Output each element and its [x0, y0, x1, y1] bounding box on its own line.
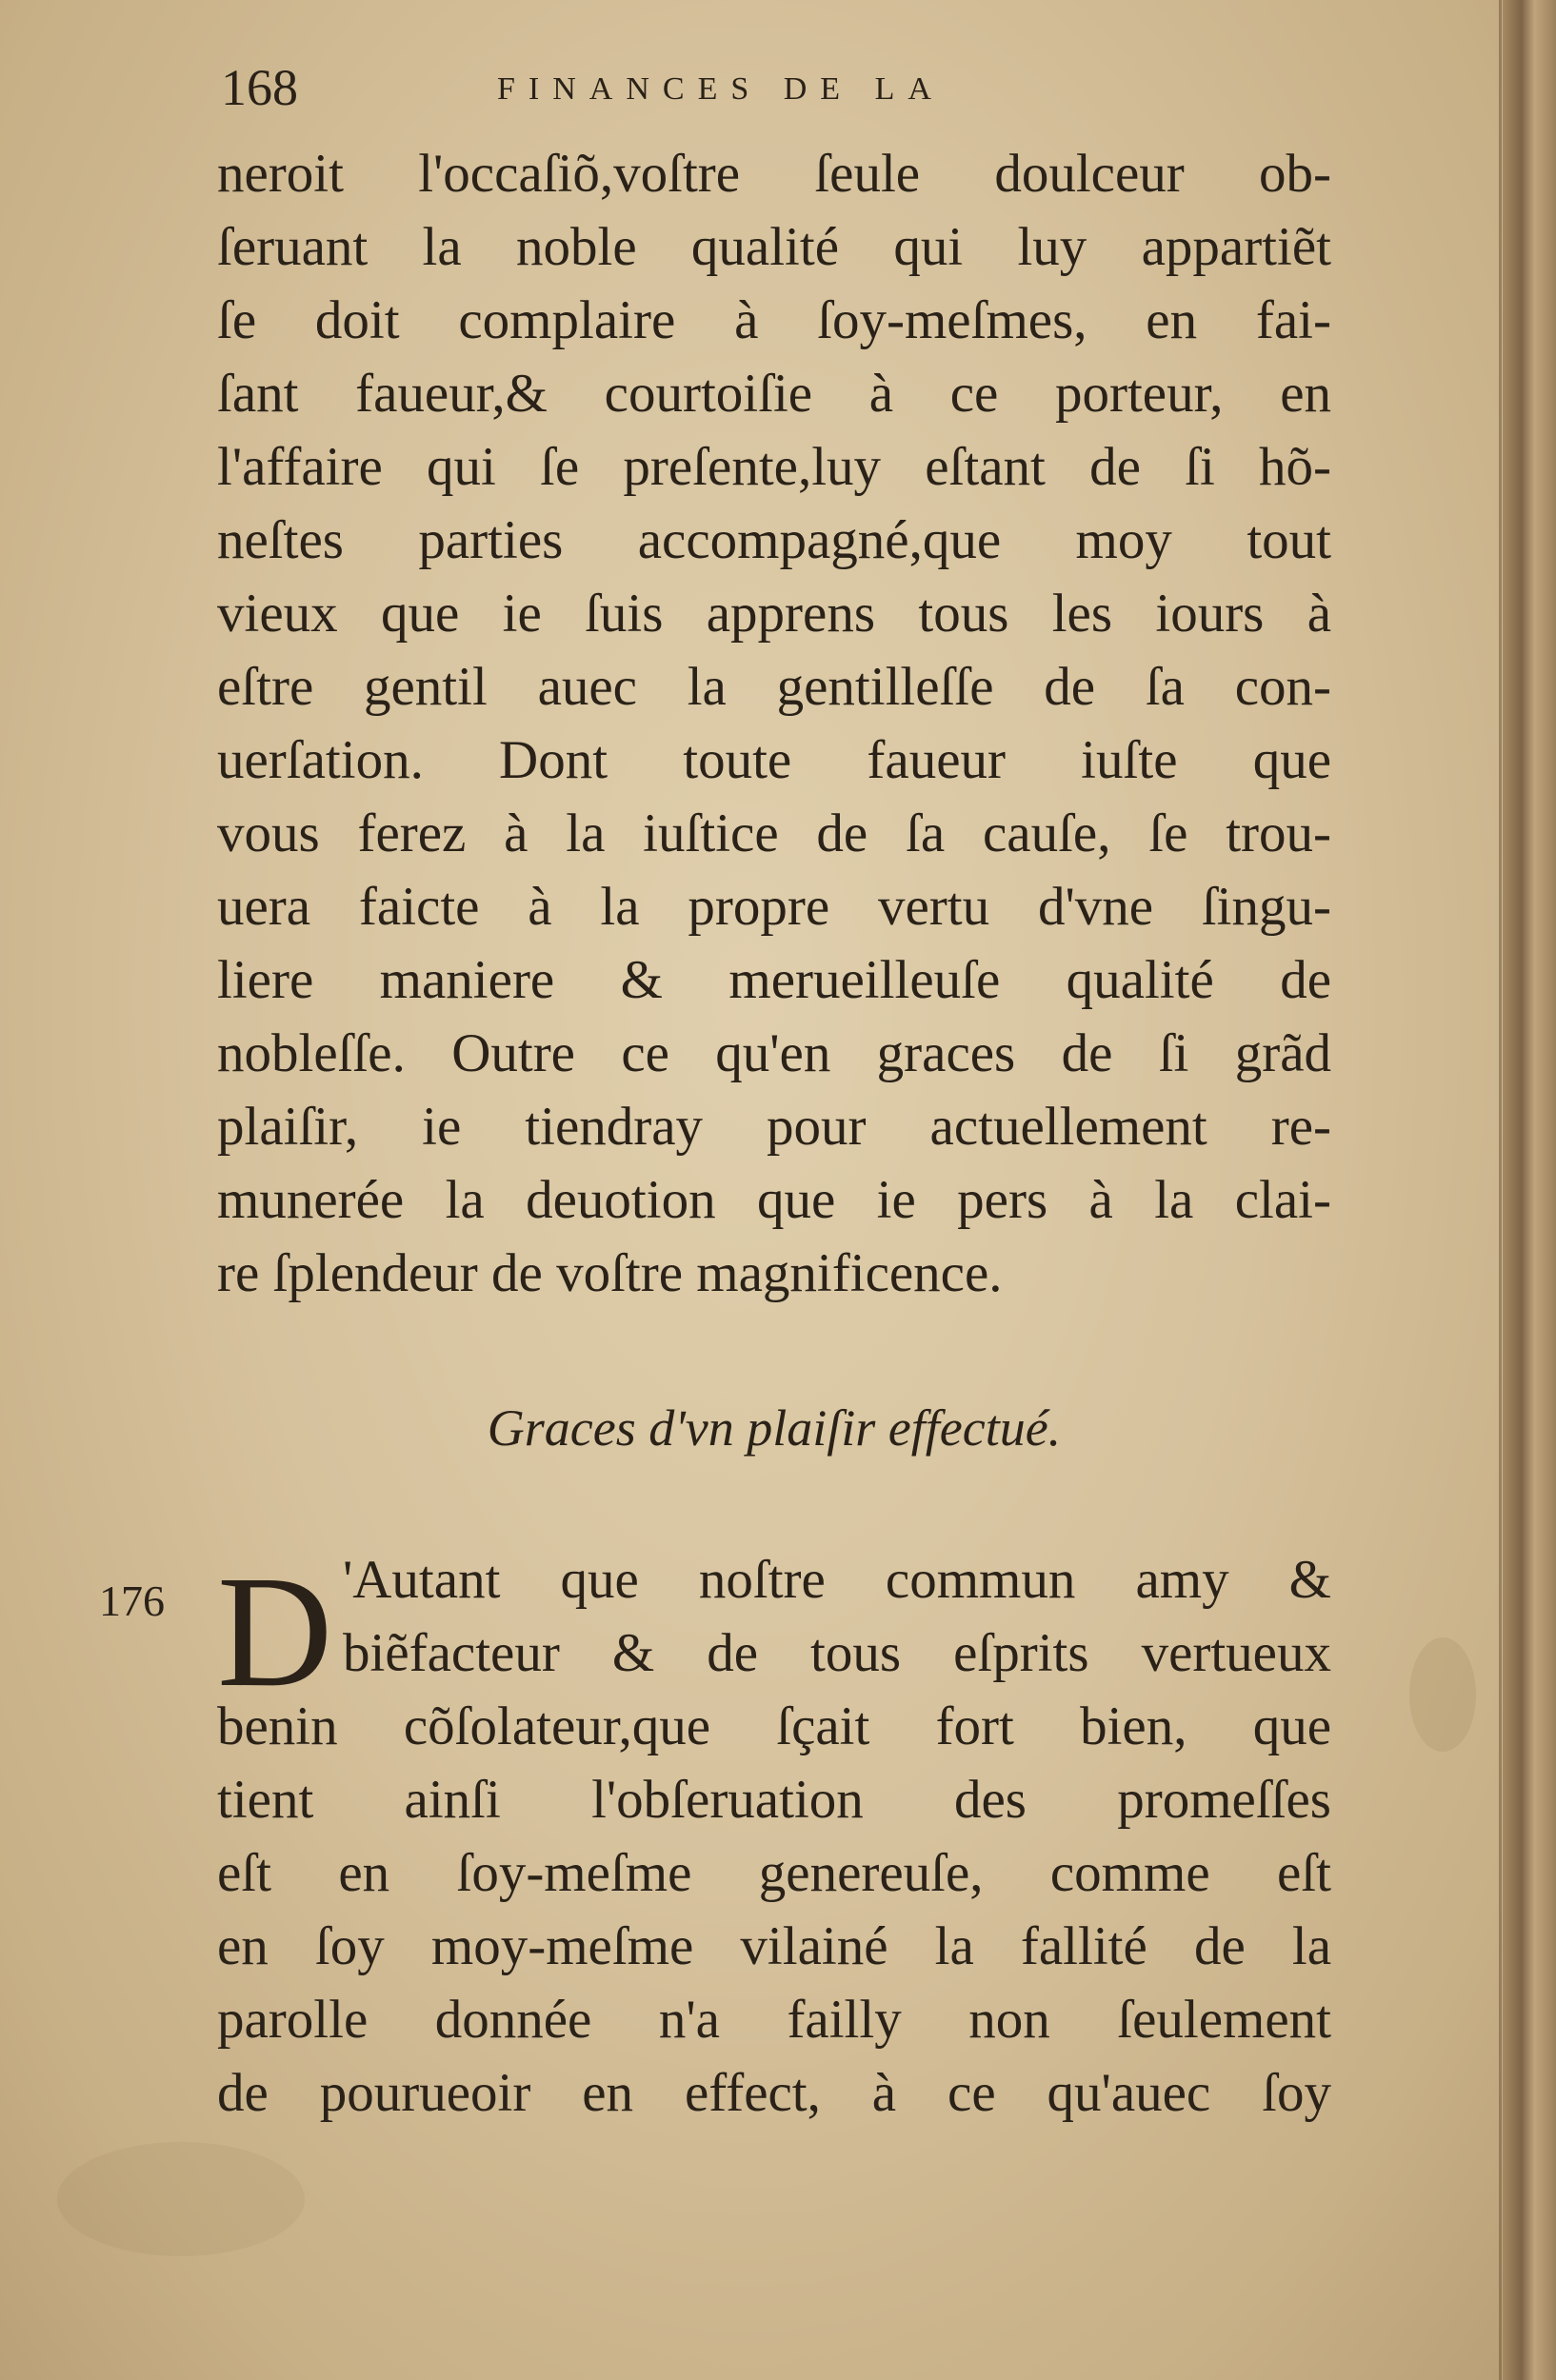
body-line: tient ainſi l'obſeruation des promeſſes — [217, 1770, 1331, 1830]
body-line: nobleſſe. Outre ce qu'en graces de ſi grãd — [217, 1023, 1331, 1083]
body-line: biẽfacteur & de tous eſprits vertueux — [343, 1623, 1331, 1683]
paper-stain — [1409, 1637, 1476, 1752]
body-line: munerée la deuotion que ie pers à la clai- — [217, 1170, 1331, 1230]
body-line: en ſoy moy-meſme vilainé la fallité de la — [217, 1916, 1331, 1976]
page-number: 168 — [221, 59, 298, 116]
running-head: FINANCES DE LA — [497, 71, 945, 107]
body-line: benin cõſolateur,que ſçait fort bien, que — [217, 1696, 1331, 1756]
body-line: ſe doit complaire à ſoy-meſmes, en fai- — [217, 290, 1331, 350]
body-line: re ſplendeur de voſtre magnificence. — [217, 1243, 1003, 1303]
body-line: neſtes parties accompagné,que moy tout — [217, 510, 1331, 570]
gutter-shadow — [1499, 0, 1502, 2380]
body-line: ſeruant la noble qualité qui luy appartiẽt — [217, 217, 1331, 277]
paper-stain — [57, 2142, 305, 2256]
body-line: 'Autant que noſtre commun amy & — [343, 1550, 1331, 1610]
page-header — [221, 59, 1345, 126]
body-line: uerſation. Dont toute faueur iuſte que — [217, 730, 1331, 790]
page-edge — [1503, 0, 1556, 2380]
body-line: eſt en ſoy-meſme genereuſe, comme eſt — [217, 1843, 1331, 1903]
body-line: vieux que ie ſuis apprens tous les iours à — [217, 584, 1331, 644]
section-heading: Graces d'vn plaiſir effectué. — [487, 1399, 1062, 1457]
body-line: vous ferez à la iuſtice de ſa cauſe, ſe trou- — [217, 803, 1331, 863]
body-line: ſant faueur,& courtoiſie à ce porteur, en — [217, 364, 1331, 424]
drop-cap: D — [217, 1543, 333, 1720]
body-line: de pourueoir en effect, à ce qu'auec ſoy — [217, 2063, 1331, 2123]
margin-number: 176 — [99, 1577, 165, 1625]
body-line: eſtre gentil auec la gentilleſſe de ſa con- — [217, 657, 1331, 717]
body-line: parolle donnée n'a failly non ſeulement — [217, 1990, 1331, 2050]
body-line: neroit l'occaſiõ,voſtre ſeule doulceur ob- — [217, 144, 1331, 204]
body-line: l'affaire qui ſe preſente,luy eſtant de ſi hõ- — [217, 437, 1331, 497]
body-line: uera faicte à la propre vertu d'vne ſingu- — [217, 877, 1331, 937]
body-line: liere maniere & merueilleuſe qualité de — [217, 950, 1331, 1010]
body-line: plaiſir, ie tiendray pour actuellement re- — [217, 1097, 1331, 1157]
